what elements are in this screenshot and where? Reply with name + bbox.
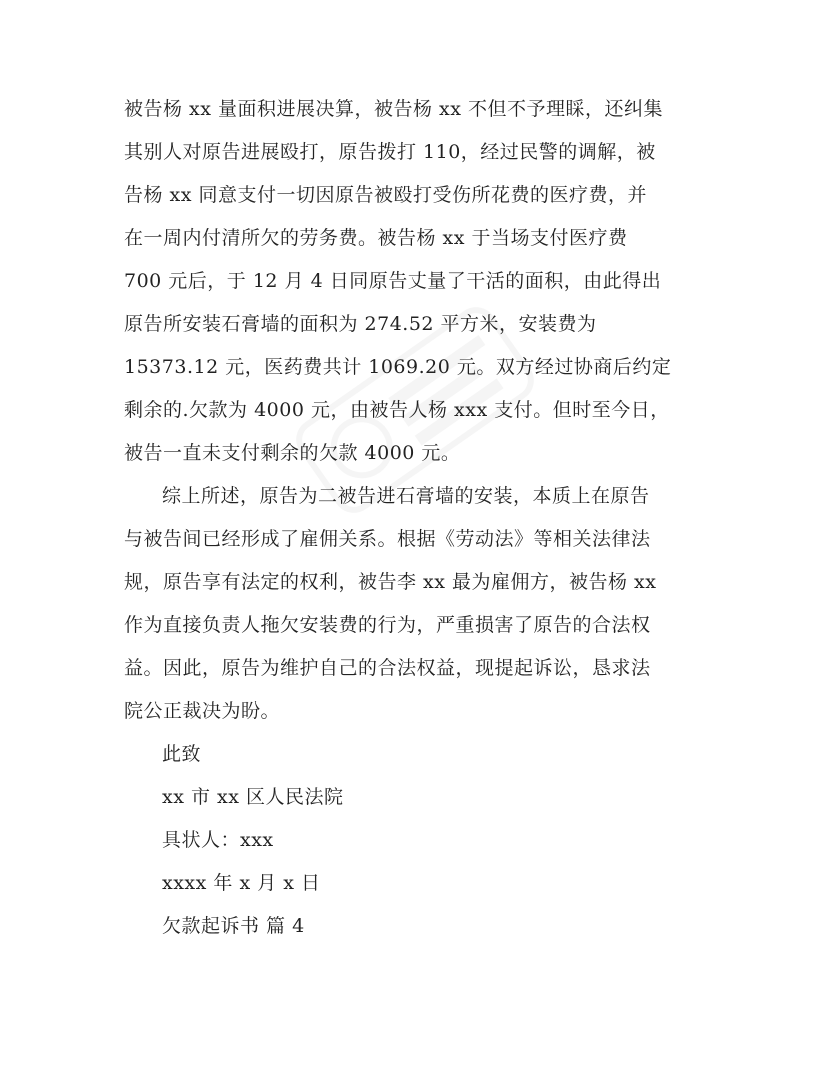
text-line: 益。因此，原告为维护自己的合法权益，现提起诉讼，恳求法 [124, 657, 651, 679]
plaintiff-signature: 具状人：xxx [162, 829, 274, 851]
text-line: 规，原告享有法定的权利，被告李 xx 最为雇佣方，被告杨 xx [124, 571, 657, 593]
filing-date: xxxx 年 x 月 x 日 [162, 872, 321, 894]
text-line: 15373.12 元，医药费共计 1069.20 元。双方经过协商后约定 [124, 356, 672, 378]
closing-block [124, 733, 714, 948]
salutation: 此致 [162, 743, 202, 765]
text-line: 院公正裁决为盼。 [124, 700, 281, 722]
text-line: 其别人对原告进展殴打，原告拨打 110，经过民警的调解，被 [124, 141, 656, 163]
text-line: 与被告间已经形成了雇佣关系。根据《劳动法》等相关法律法 [124, 528, 651, 550]
document-body [124, 88, 714, 948]
next-section-heading: 欠款起诉书 篇 4 [162, 915, 305, 937]
text-line: 被告杨 xx 量面积进展决算，被告杨 xx 不但不予理睬，还纠集 [124, 98, 664, 120]
paragraph-facts [124, 88, 714, 475]
text-line: 原告所安装石膏墙的面积为 274.52 平方米，安装费为 [124, 313, 597, 335]
court-name: xx 市 xx 区人民法院 [162, 786, 344, 808]
text-line: 剩余的.欠款为 4000 元，由被告人杨 xxx 支付。但时至今日， [124, 399, 670, 421]
paragraph-summary [124, 475, 714, 733]
text-line: 作为直接负责人拖欠安装费的行为，严重损害了原告的合法权 [124, 614, 651, 636]
text-line: 综上所述，原告为二被告进石膏墙的安装，本质上在原告 [162, 485, 650, 507]
text-line: 700 元后，于 12 月 4 日同原告丈量了干活的面积，由此得出 [124, 270, 662, 292]
text-line: 被告一直未支付剩余的欠款 4000 元。 [124, 442, 461, 464]
text-line: 在一周内付清所欠的劳务费。被告杨 xx 于当场支付医疗费 [124, 227, 628, 249]
text-line: 告杨 xx 同意支付一切因原告被殴打受伤所花费的医疗费，并 [124, 184, 648, 206]
